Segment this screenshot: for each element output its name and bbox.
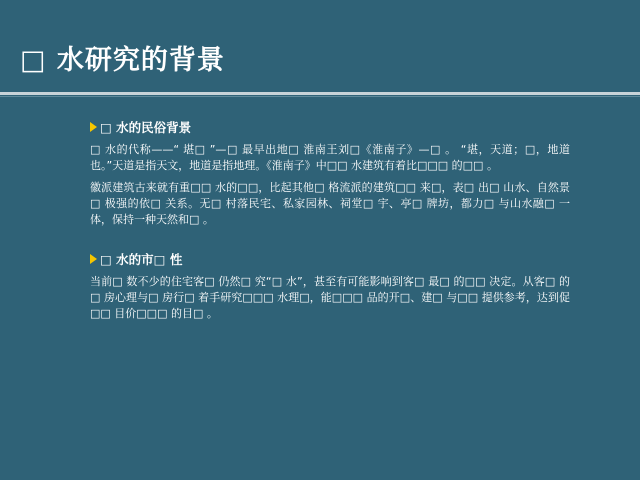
title-divider-shadow	[0, 96, 640, 97]
section-market	[90, 250, 570, 322]
bullet-arrow-icon	[90, 122, 97, 132]
section-heading	[90, 250, 570, 268]
section-heading-text: □ 水的市□ 性	[100, 252, 183, 267]
paragraph: 徽派建筑古来就有重□□ 水的□□，比起其他□ 格流派的建筑□□ 来□，表□ 出□ 山水、自然景□ 极强的依□ 关系。无□ 村落民宅、私家园林、祠堂□ 宇、亭□ 牌坊，都力□ 与山水融□ 一体，保持一种天然和□ 。	[90, 181, 570, 226]
slide-title: □ 水研究的背景	[20, 45, 225, 76]
paragraph: □ 水的代称——“ 堪□ ”—□ 最早出地□ 淮南王刘□《淮南子》—□ 。 “堪，天道；□，地道也。”天道是指天文，地道是指地理。《淮南子》中□□ 水建筑有着比□□□ 的□□ 。	[90, 143, 570, 172]
title-divider	[0, 92, 640, 95]
section-folk-background	[90, 118, 570, 228]
paragraph: 当前□ 数不少的住宅客□ 仍然□ 究“□ 水”，甚至有可能影响到客□ 最□ 的□□ 决定。从客□ 的□ 房心理与□ 房行□ 着手研究□□□ 水理□，能□□□ 品的开□、建□ 与□□ 提供参考，达到促□□ 目价□□□ 的目□ 。	[90, 275, 570, 320]
section-heading	[90, 118, 570, 136]
slide-content	[90, 118, 570, 344]
bullet-arrow-icon	[90, 254, 97, 264]
section-heading-text: □ 水的民俗背景	[100, 120, 192, 135]
